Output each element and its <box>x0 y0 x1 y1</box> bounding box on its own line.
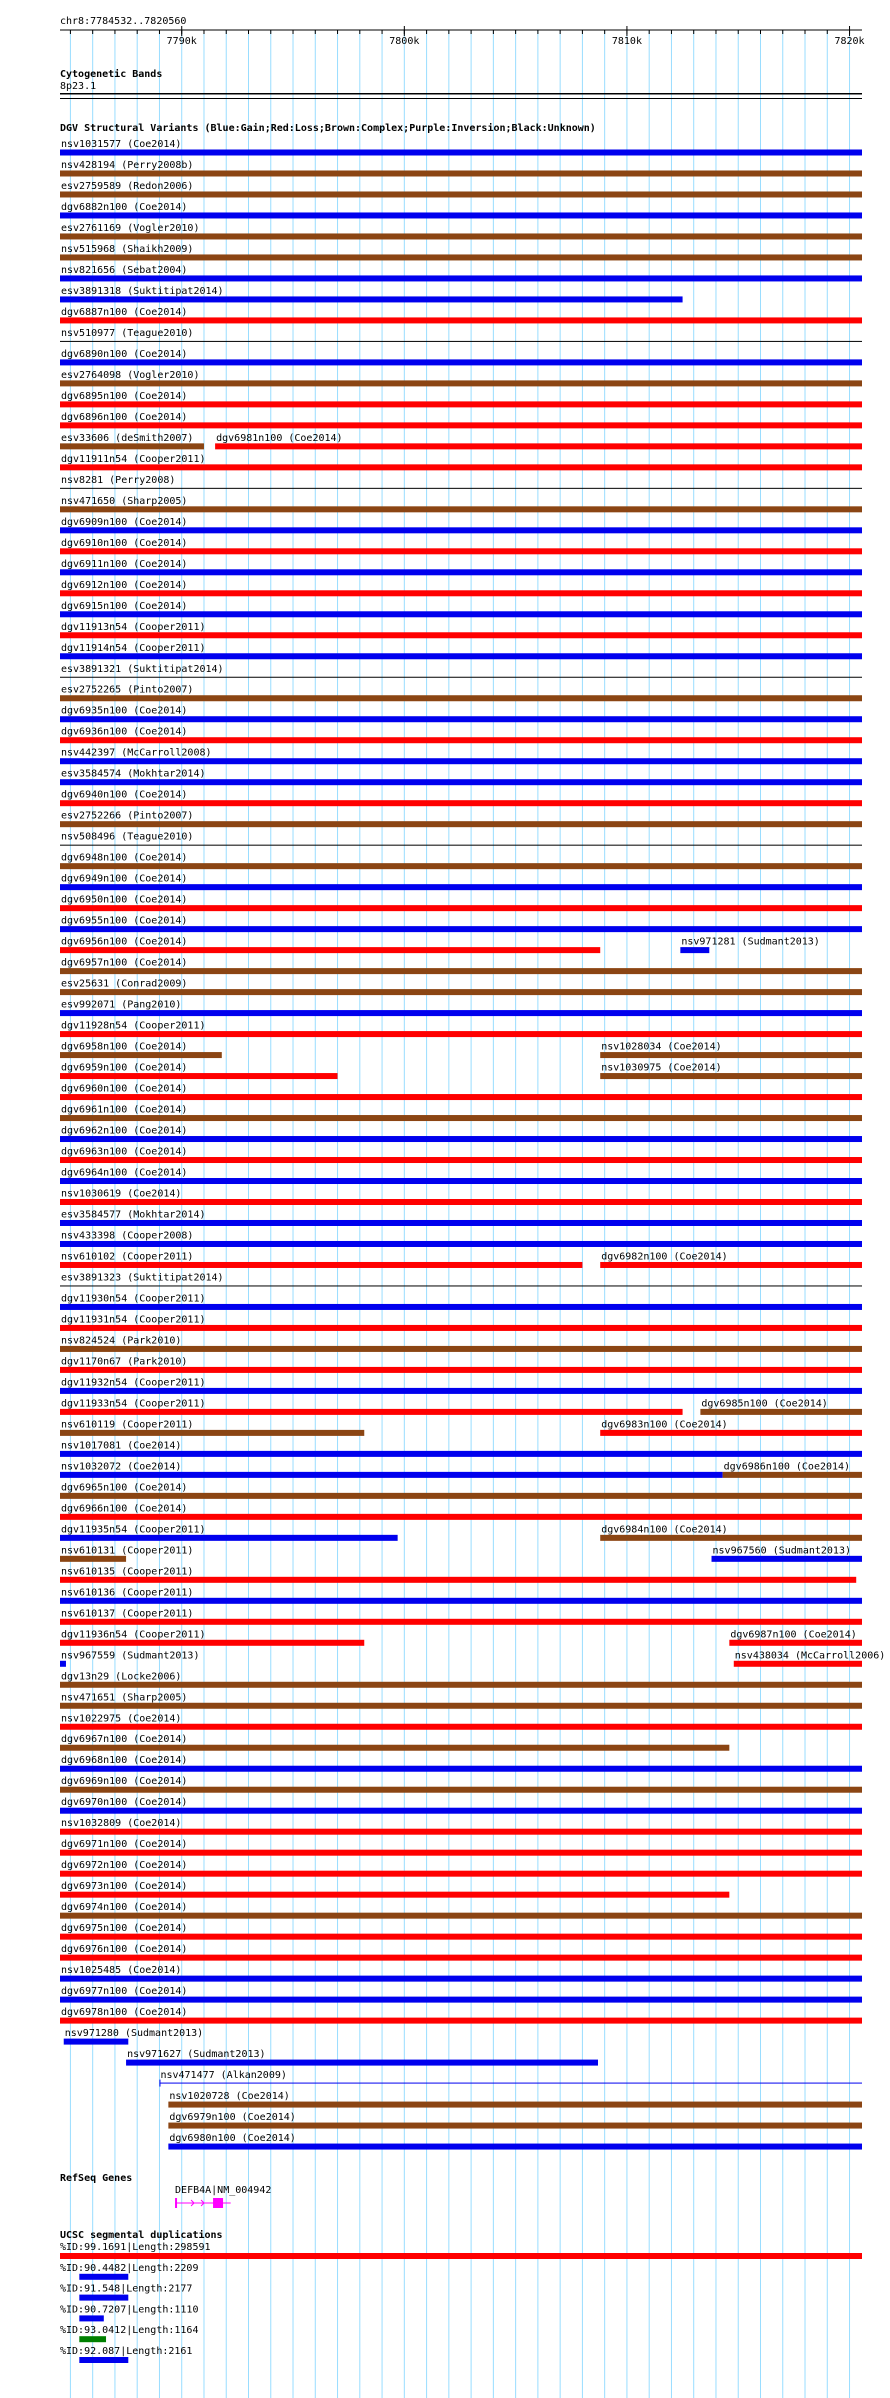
variant-label: dgv6965n100 (Coe2014) <box>61 1482 188 1494</box>
variant-label: dgv6957n100 (Coe2014) <box>61 957 188 969</box>
variant-label: dgv6956n100 (Coe2014) <box>61 936 188 948</box>
gene-exon[interactable] <box>213 2198 223 2208</box>
dgv-track <box>60 139 885 2150</box>
variant-bar[interactable] <box>60 317 862 323</box>
variant-bar[interactable] <box>126 2060 598 2066</box>
variant-label: dgv6973n100 (Coe2014) <box>61 1881 188 1893</box>
variant-label: nsv510977 (Teague2010) <box>61 327 194 339</box>
variant-bar[interactable] <box>60 968 862 974</box>
variant-label: esv33606 (deSmith2007) <box>61 432 194 444</box>
variant-bar[interactable] <box>60 1367 862 1373</box>
variant-bar[interactable] <box>60 1682 862 1688</box>
variant-label: nsv610136 (Cooper2011) <box>61 1587 194 1599</box>
variant-label: dgv6977n100 (Coe2014) <box>61 1986 188 1998</box>
variant-bar[interactable] <box>60 1073 338 1079</box>
variant-bar[interactable] <box>60 422 862 428</box>
variant-bar[interactable] <box>60 1976 862 1982</box>
variant-label: dgv6980n100 (Coe2014) <box>169 2133 296 2145</box>
variant-label: dgv6887n100 (Coe2014) <box>61 306 188 318</box>
variant-label: nsv471650 (Sharp2005) <box>61 495 188 507</box>
variant-bar[interactable] <box>60 1535 398 1541</box>
variant-label: nsv1022975 (Coe2014) <box>61 1713 182 1725</box>
variant-bar[interactable] <box>60 1997 862 2003</box>
variant-bar[interactable] <box>60 947 600 953</box>
variant-label: nsv610102 (Cooper2011) <box>61 1251 194 1263</box>
variant-bar[interactable] <box>60 443 204 449</box>
variant-bar[interactable] <box>168 2144 862 2150</box>
variant-bar[interactable] <box>60 1934 862 1940</box>
variant-label: dgv6966n100 (Coe2014) <box>61 1503 188 1515</box>
variant-label: nsv508496 (Teague2010) <box>61 831 194 843</box>
variant-bar[interactable] <box>60 212 862 218</box>
variant-label: esv2764098 (Vogler2010) <box>61 369 200 381</box>
variant-bar[interactable] <box>60 359 862 365</box>
cytoband-bar[interactable] <box>60 93 862 95</box>
variant-bar[interactable] <box>60 1514 862 1520</box>
variant-label: nsv1031577 (Coe2014) <box>61 139 182 150</box>
variant-bar[interactable] <box>60 1052 222 1058</box>
variant-label: dgv6912n100 (Coe2014) <box>61 579 188 591</box>
variant-label: nsv824524 (Park2010) <box>61 1335 182 1347</box>
variant-bar[interactable] <box>60 1661 66 1667</box>
variant-bar[interactable] <box>60 506 862 512</box>
variant-label: dgv6967n100 (Coe2014) <box>61 1734 188 1746</box>
segdup-label: %ID:91.548|Length:2177 <box>60 2283 193 2295</box>
variant-bar[interactable] <box>60 2018 862 2024</box>
variant-label: nsv967559 (Sudmant2013) <box>61 1650 200 1662</box>
variant-bar[interactable] <box>60 677 862 678</box>
dgv-track-title: DGV Structural Variants (Blue:Gain;Red:Loss;Brown:Complex;Purple:Inversion;Black:Unknown) <box>60 123 596 134</box>
variant-bar[interactable] <box>60 170 862 176</box>
variant-label: esv2761169 (Vogler2010) <box>61 222 200 234</box>
variant-label: dgv6935n100 (Coe2014) <box>61 705 188 717</box>
variant-bar[interactable] <box>60 653 862 659</box>
variant-bar[interactable] <box>60 821 862 827</box>
variant-bar[interactable] <box>159 2083 862 2084</box>
variant-bar[interactable] <box>60 1871 862 1877</box>
variant-label: nsv1028034 (Coe2014) <box>601 1041 722 1053</box>
variant-label: dgv6971n100 (Coe2014) <box>61 1839 188 1851</box>
variant-label: dgv6963n100 (Coe2014) <box>61 1146 188 1158</box>
variant-bar[interactable] <box>60 1115 862 1121</box>
segdup-bar[interactable] <box>60 2253 862 2259</box>
variant-bar[interactable] <box>60 884 862 890</box>
segdup-label: %ID:90.4482|Length:2209 <box>60 2262 199 2274</box>
variant-bar[interactable] <box>60 1619 862 1625</box>
variant-label: dgv6982n100 (Coe2014) <box>601 1251 728 1263</box>
variant-bar[interactable] <box>60 1724 862 1730</box>
variant-label: dgv6962n100 (Coe2014) <box>61 1125 188 1137</box>
variant-bar[interactable] <box>215 443 862 449</box>
variant-bar[interactable] <box>60 527 862 533</box>
variant-label: dgv11931n54 (Cooper2011) <box>61 1314 206 1326</box>
variant-bar[interactable] <box>60 233 862 239</box>
variant-bar[interactable] <box>60 737 862 743</box>
variant-bar[interactable] <box>734 1661 862 1667</box>
variant-label: dgv6970n100 (Coe2014) <box>61 1797 188 1809</box>
locus-label: chr8:7784532..7820560 <box>60 16 187 27</box>
variant-bar[interactable] <box>60 1787 862 1793</box>
variant-bar[interactable] <box>60 380 862 386</box>
variant-label: dgv6975n100 (Coe2014) <box>61 1923 188 1935</box>
variant-bar[interactable] <box>60 1325 862 1331</box>
variant-bar[interactable] <box>723 1472 862 1478</box>
variant-label: dgv6979n100 (Coe2014) <box>169 2112 296 2124</box>
variant-label: esv3891318 (Suktitipat2014) <box>61 285 224 297</box>
ruler-tick-label: 7800k <box>389 36 420 47</box>
variant-bar[interactable] <box>60 989 862 995</box>
variant-label: dgv6882n100 (Coe2014) <box>61 201 188 213</box>
variant-label: nsv471651 (Sharp2005) <box>61 1692 188 1704</box>
variant-label: esv2752266 (Pinto2007) <box>61 810 194 822</box>
variant-bar[interactable] <box>700 1409 862 1415</box>
variant-bar[interactable] <box>60 1262 582 1268</box>
variant-bar[interactable] <box>60 1577 856 1583</box>
variant-label: dgv6958n100 (Coe2014) <box>61 1041 188 1053</box>
variant-bar[interactable] <box>60 905 862 911</box>
variant-bar[interactable] <box>60 464 862 470</box>
variant-bar[interactable] <box>60 1703 862 1709</box>
variant-label: nsv1025485 (Coe2014) <box>61 1965 182 1977</box>
variant-bar[interactable] <box>60 716 862 722</box>
variant-label: dgv6986n100 (Coe2014) <box>723 1461 851 1473</box>
variant-bar[interactable] <box>60 1010 862 1016</box>
variant-bar[interactable] <box>60 488 862 489</box>
variant-label: esv2759589 (Redon2006) <box>61 180 194 192</box>
cytoband-label: 8p23.1 <box>60 81 97 92</box>
variant-bar[interactable] <box>600 1262 862 1268</box>
variant-label: dgv6968n100 (Coe2014) <box>61 1755 188 1767</box>
segdup-bar[interactable] <box>79 2295 128 2301</box>
variant-bar[interactable] <box>60 569 862 575</box>
variant-bar[interactable] <box>60 254 862 260</box>
variant-label: nsv1030975 (Coe2014) <box>601 1062 722 1074</box>
variant-label: nsv1032072 (Coe2014) <box>61 1461 182 1473</box>
variant-label: dgv6978n100 (Coe2014) <box>61 2007 188 2019</box>
variant-label: esv3891323 (Suktitipat2014) <box>61 1272 224 1284</box>
variant-label: dgv11936n54 (Cooper2011) <box>61 1629 206 1641</box>
variant-bar[interactable] <box>60 1892 729 1898</box>
variant-bar[interactable] <box>60 1178 862 1184</box>
variant-bar[interactable] <box>60 611 862 617</box>
variant-label: dgv6961n100 (Coe2014) <box>61 1104 188 1116</box>
variant-label: nsv438034 (McCarroll2006) <box>734 1650 886 1662</box>
variant-bar[interactable] <box>60 1598 862 1604</box>
variant-label: dgv6915n100 (Coe2014) <box>61 600 188 612</box>
cytogenetic-bands-title: Cytogenetic Bands <box>60 69 163 80</box>
variant-label: dgv6964n100 (Coe2014) <box>61 1167 188 1179</box>
variant-bar[interactable] <box>60 1766 862 1772</box>
variant-label: dgv6911n100 (Coe2014) <box>61 558 188 570</box>
variant-bar[interactable] <box>60 590 862 596</box>
variant-label: dgv6949n100 (Coe2014) <box>61 873 188 885</box>
variant-bar[interactable] <box>60 1409 683 1415</box>
variant-bar[interactable] <box>729 1640 862 1646</box>
variant-label: nsv821656 (Sebat2004) <box>61 264 188 276</box>
variant-label: dgv6987n100 (Coe2014) <box>730 1629 857 1641</box>
variant-label: dgv11914n54 (Cooper2011) <box>61 642 206 654</box>
variant-label: nsv971280 (Sudmant2013) <box>64 2028 204 2040</box>
variant-bar[interactable] <box>60 758 862 764</box>
variant-label: dgv6959n100 (Coe2014) <box>61 1062 188 1074</box>
variant-bar[interactable] <box>60 1346 862 1352</box>
variant-bar[interactable] <box>60 1493 862 1499</box>
variant-bar[interactable] <box>60 1745 729 1751</box>
segdup-track-title: UCSC segmental duplications <box>60 2230 223 2241</box>
variant-label: nsv610119 (Cooper2011) <box>61 1419 194 1431</box>
variant-label: dgv6984n100 (Coe2014) <box>601 1524 728 1536</box>
variant-label: dgv6909n100 (Coe2014) <box>61 516 188 528</box>
variant-label: nsv1030619 (Coe2014) <box>61 1188 182 1200</box>
variant-bar[interactable] <box>680 947 709 953</box>
variant-bar[interactable] <box>60 296 683 302</box>
variant-label: dgv6948n100 (Coe2014) <box>61 852 188 864</box>
variant-label: nsv971281 (Sudmant2013) <box>681 936 820 948</box>
variant-bar[interactable] <box>60 695 862 701</box>
variant-label: dgv11933n54 (Cooper2011) <box>61 1398 206 1410</box>
variant-bar[interactable] <box>60 1640 364 1646</box>
variant-bar[interactable] <box>60 1472 723 1478</box>
variant-bar[interactable] <box>60 191 862 197</box>
variant-bar[interactable] <box>60 1808 862 1814</box>
variant-label: dgv11932n54 (Cooper2011) <box>61 1377 206 1389</box>
variant-bar[interactable] <box>64 2039 129 2045</box>
variant-label: nsv433398 (Cooper2008) <box>61 1230 194 1242</box>
variant-bar[interactable] <box>60 779 862 785</box>
variant-label: dgv6896n100 (Coe2014) <box>61 411 188 423</box>
variant-label: nsv1032809 (Coe2014) <box>61 1818 182 1830</box>
variant-label: nsv610135 (Cooper2011) <box>61 1566 194 1578</box>
variant-bar[interactable] <box>60 1136 862 1142</box>
variant-bar[interactable] <box>60 1451 862 1457</box>
variant-label: nsv1017081 (Coe2014) <box>61 1440 182 1452</box>
variant-label: dgv1170n67 (Park2010) <box>61 1356 188 1368</box>
segdup-label: %ID:99.1691|Length:298591 <box>60 2242 211 2253</box>
variant-label: nsv1020728 (Coe2014) <box>169 2091 290 2103</box>
segdup-label: %ID:92.087|Length:2161 <box>60 2346 193 2357</box>
ruler-tick-label: 7820k <box>834 36 865 47</box>
segdup-bar[interactable] <box>79 2274 128 2280</box>
variant-bar[interactable] <box>60 401 862 407</box>
refseq-track-title: RefSeq Genes <box>60 2173 133 2184</box>
variant-bar[interactable] <box>60 845 862 846</box>
variant-bar[interactable] <box>60 1850 862 1856</box>
gene-label: DEFB4A|NM_004942 <box>175 2185 272 2196</box>
variant-label: nsv967560 (Sudmant2013) <box>712 1545 852 1557</box>
variant-label: dgv6972n100 (Coe2014) <box>61 1860 188 1872</box>
variant-label: dgv11935n54 (Cooper2011) <box>61 1524 206 1536</box>
variant-label: esv25631 (Conrad2009) <box>61 978 188 990</box>
variant-bar[interactable] <box>60 1430 364 1436</box>
variant-bar-cap <box>159 2080 160 2087</box>
variant-bar[interactable] <box>60 632 862 638</box>
variant-label: dgv11913n54 (Cooper2011) <box>61 621 206 633</box>
variant-label: dgv6955n100 (Coe2014) <box>61 915 188 927</box>
variant-label: dgv6974n100 (Coe2014) <box>61 1902 188 1914</box>
variant-label: esv3584574 (Mokhtar2014) <box>61 768 206 780</box>
variant-label: nsv442397 (McCarroll2008) <box>61 747 212 759</box>
variant-bar[interactable] <box>712 1556 862 1562</box>
variant-label: nsv8281 (Perry2008) <box>61 474 176 486</box>
variant-label: esv3584577 (Mokhtar2014) <box>61 1209 206 1221</box>
ruler[interactable] <box>60 26 865 47</box>
variant-label: dgv6895n100 (Coe2014) <box>61 390 188 402</box>
variant-label: dgv6983n100 (Coe2014) <box>601 1419 728 1431</box>
variant-label: dgv6910n100 (Coe2014) <box>61 537 188 549</box>
gene-exon[interactable] <box>175 2198 177 2208</box>
variant-bar[interactable] <box>60 275 862 281</box>
ruler-tick-label: 7810k <box>611 36 642 47</box>
variant-bar[interactable] <box>60 1199 862 1205</box>
variant-bar[interactable] <box>60 1829 862 1835</box>
variant-bar[interactable] <box>600 1052 862 1058</box>
variant-label: nsv471477 (Alkan2009) <box>160 2070 287 2082</box>
variant-label: dgv6976n100 (Coe2014) <box>61 1944 188 1956</box>
segdup-bar[interactable] <box>79 2315 103 2321</box>
variant-label: nsv610137 (Cooper2011) <box>61 1608 194 1620</box>
variant-bar[interactable] <box>60 863 862 869</box>
variant-label: nsv515968 (Shaikh2009) <box>61 243 194 255</box>
variant-label: nsv610131 (Cooper2011) <box>61 1545 194 1557</box>
variant-label: esv992071 (Pang2010) <box>61 999 182 1011</box>
variant-label: dgv6940n100 (Coe2014) <box>61 789 188 801</box>
variant-bar[interactable] <box>600 1535 862 1541</box>
segdup-label: %ID:93.0412|Length:1164 <box>60 2325 199 2337</box>
variant-label: esv3891321 (Suktitipat2014) <box>61 663 224 675</box>
refseq-track <box>175 2185 271 2208</box>
variant-bar[interactable] <box>60 1285 862 1286</box>
variant-bar[interactable] <box>60 1955 862 1961</box>
variant-label: nsv428194 (Perry2008b) <box>61 159 194 171</box>
variant-bar[interactable] <box>60 800 862 806</box>
variant-label: dgv6960n100 (Coe2014) <box>61 1083 188 1095</box>
variant-bar[interactable] <box>168 2102 862 2108</box>
cytoband-divider <box>60 98 862 99</box>
segdup-bar[interactable] <box>79 2336 106 2342</box>
variant-bar[interactable] <box>60 926 862 932</box>
segdup-bar[interactable] <box>79 2357 128 2363</box>
variant-bar[interactable] <box>168 2123 862 2129</box>
variant-label: dgv11930n54 (Cooper2011) <box>61 1293 206 1305</box>
variant-bar[interactable] <box>60 1220 862 1226</box>
variant-label: dgv6981n100 (Coe2014) <box>216 432 343 444</box>
ruler-tick-label: 7790k <box>166 36 197 47</box>
variant-bar[interactable] <box>60 1913 862 1919</box>
variant-label: dgv11911n54 (Cooper2011) <box>61 453 206 465</box>
variant-label: dgv13n29 (Locke2006) <box>61 1671 182 1683</box>
variant-bar[interactable] <box>600 1073 862 1079</box>
variant-label: dgv11928n54 (Cooper2011) <box>61 1020 206 1032</box>
variant-bar[interactable] <box>60 1388 862 1394</box>
variant-label: esv2752265 (Pinto2007) <box>61 684 194 696</box>
variant-bar[interactable] <box>60 1094 862 1100</box>
variant-label: dgv6890n100 (Coe2014) <box>61 348 188 360</box>
variant-bar[interactable] <box>60 1556 126 1562</box>
variant-bar[interactable] <box>600 1430 862 1436</box>
variant-bar[interactable] <box>60 1241 862 1247</box>
variant-bar[interactable] <box>60 341 862 342</box>
segdup-label: %ID:90.7207|Length:1110 <box>60 2304 199 2316</box>
variant-label: dgv6969n100 (Coe2014) <box>61 1776 188 1788</box>
segdup-track <box>60 2242 862 2363</box>
variant-bar[interactable] <box>60 150 862 156</box>
variant-bar[interactable] <box>60 1304 862 1310</box>
variant-label: nsv971627 (Sudmant2013) <box>127 2049 266 2061</box>
variant-label: dgv6936n100 (Coe2014) <box>61 726 188 738</box>
variant-label: dgv6950n100 (Coe2014) <box>61 894 188 906</box>
variant-bar[interactable] <box>60 1031 862 1037</box>
variant-label: dgv6985n100 (Coe2014) <box>701 1398 828 1410</box>
variant-bar[interactable] <box>60 1157 862 1163</box>
variant-bar[interactable] <box>60 548 862 554</box>
